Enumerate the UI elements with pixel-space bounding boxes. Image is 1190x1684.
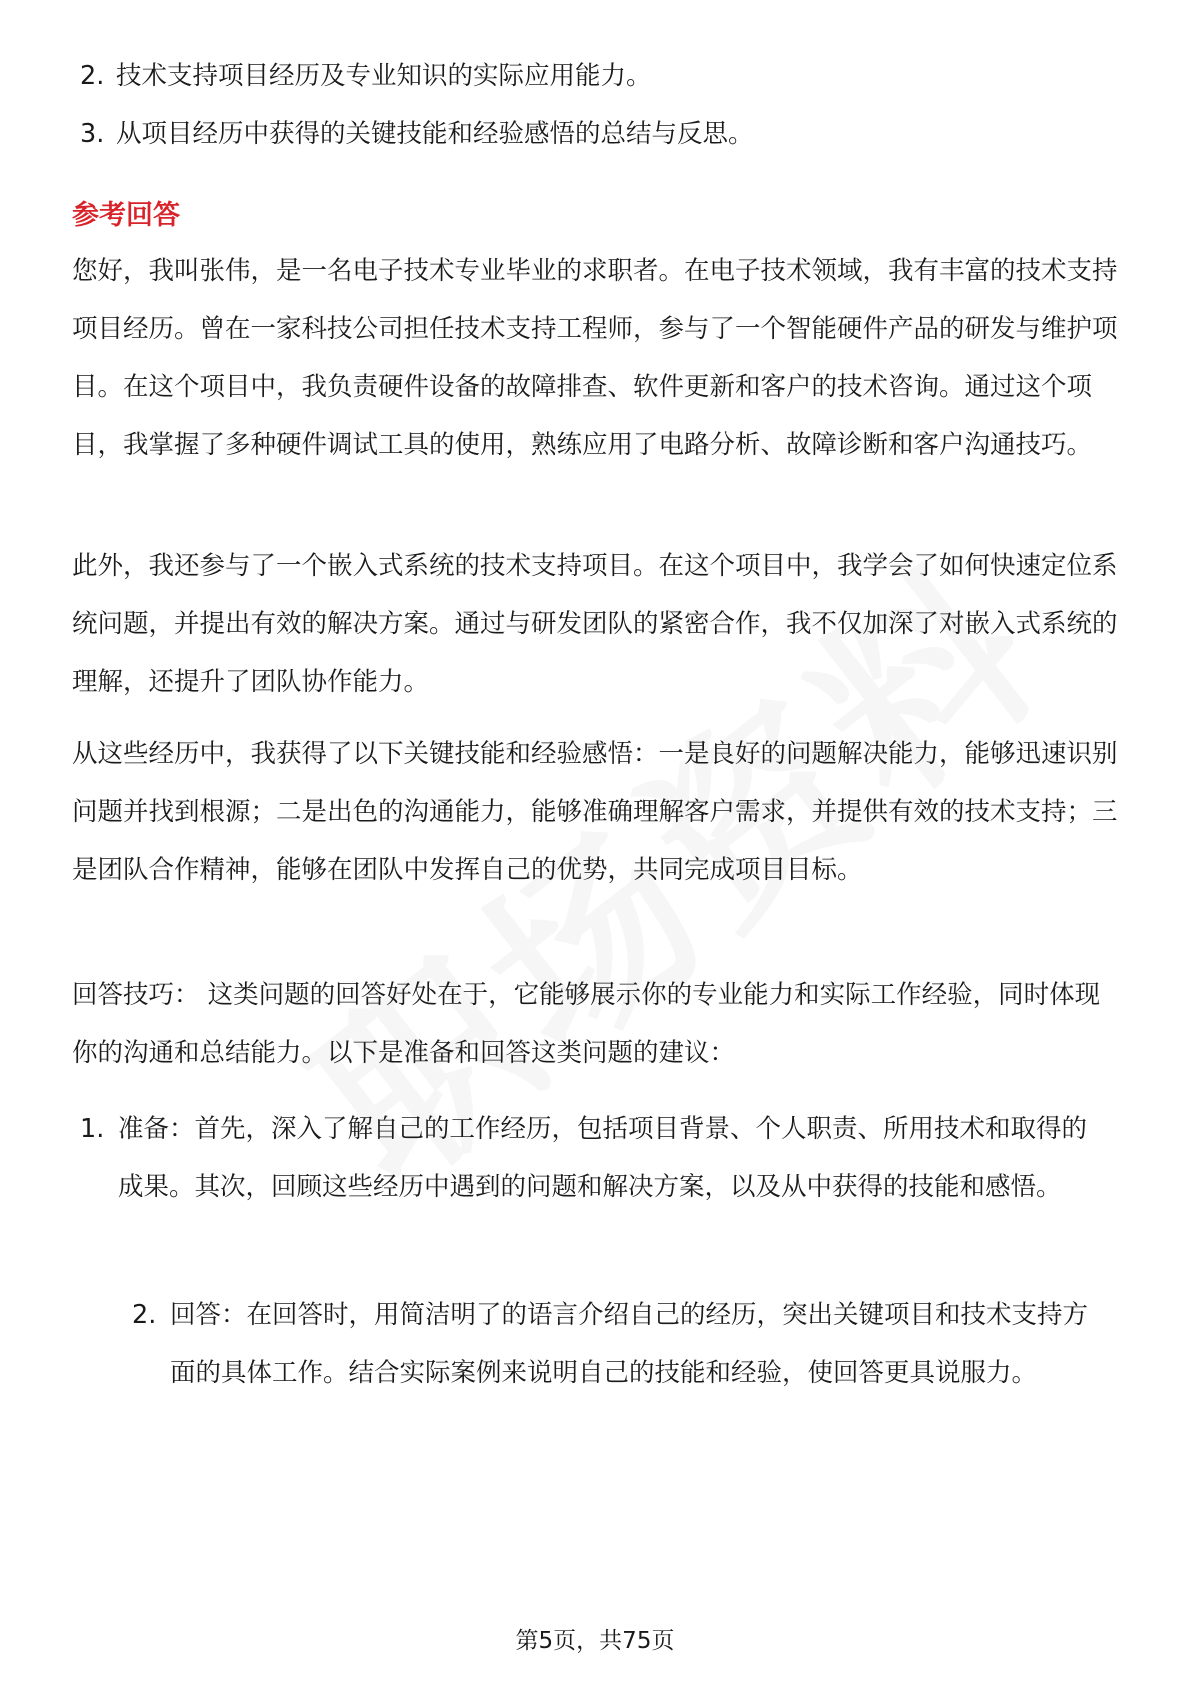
paragraph-intro: 您好，我叫张伟，是一名电子技术专业毕业的求职者。在电子技术领域，我有丰富的技术支持项目经历。曾在一家科技公司担任技术支持工程师，参与了一个智能硬件产品的研发与维护项目。在这个项目中，我负责硬件设备的故障排查、软件更新和客户的技术咨询。通过这个项目，我掌握了多种硬件调试工具的使用，熟练应用了电路分析、故障诊断和客户沟通技巧。 [72,256,1118,460]
list-number: 3. [80,119,105,149]
paragraph-skills: 从这些经历中，我获得了以下关键技能和经验感悟：一是良好的问题解决能力，能够迅速识别问题并找到根源；二是出色的沟通能力，能够准确理解客户需求，并提供有效的技术支持；三是团队合作精神，能够在团队中发挥自己的优势，共同完成项目目标。 [72,739,1118,885]
list-text: 准备：首先，深入了解自己的工作经历，包括项目背景、个人职责、所用技术和取得的成果。其次，回顾这些经历中遇到的问题和解决方案，以及从中获得的技能和感悟。 [118,1114,1088,1202]
list-item [72,47,1118,105]
list-text: 技术支持项目经历及专业知识的实际应用能力。 [116,61,652,91]
tip-item-2 [72,1286,1118,1402]
list-item [72,105,1118,163]
list-number: 2. [132,1300,157,1330]
list-text: 从项目经历中获得的关键技能和经验感悟的总结与反思。 [116,119,754,149]
paragraph-tips: 回答技巧： 这类问题的回答好处在于，它能够展示你的专业能力和实际工作经验，同时体现你的沟通和总结能力。以下是准备和回答这类问题的建议： [72,980,1101,1068]
list-text: 回答：在回答时，用简洁明了的语言介绍自己的经历，突出关键项目和技术支持方面的具体工作。结合实际案例来说明自己的技能和经验，使回答更具说服力。 [170,1300,1089,1388]
top-list [72,47,1118,163]
list-number: 1. [80,1114,105,1144]
section-heading: 参考回答 [72,200,180,231]
tip-item-1 [72,1100,1118,1216]
paragraph-embedded: 此外，我还参与了一个嵌入式系统的技术支持项目。在这个项目中，我学会了如何快速定位系统问题，并提出有效的解决方案。通过与研发团队的紧密合作，我不仅加深了对嵌入式系统的理解，还提升了团队协作能力。 [72,551,1118,697]
list-number: 2. [80,61,105,91]
page-footer: 第5页，共75页 [515,1628,675,1654]
